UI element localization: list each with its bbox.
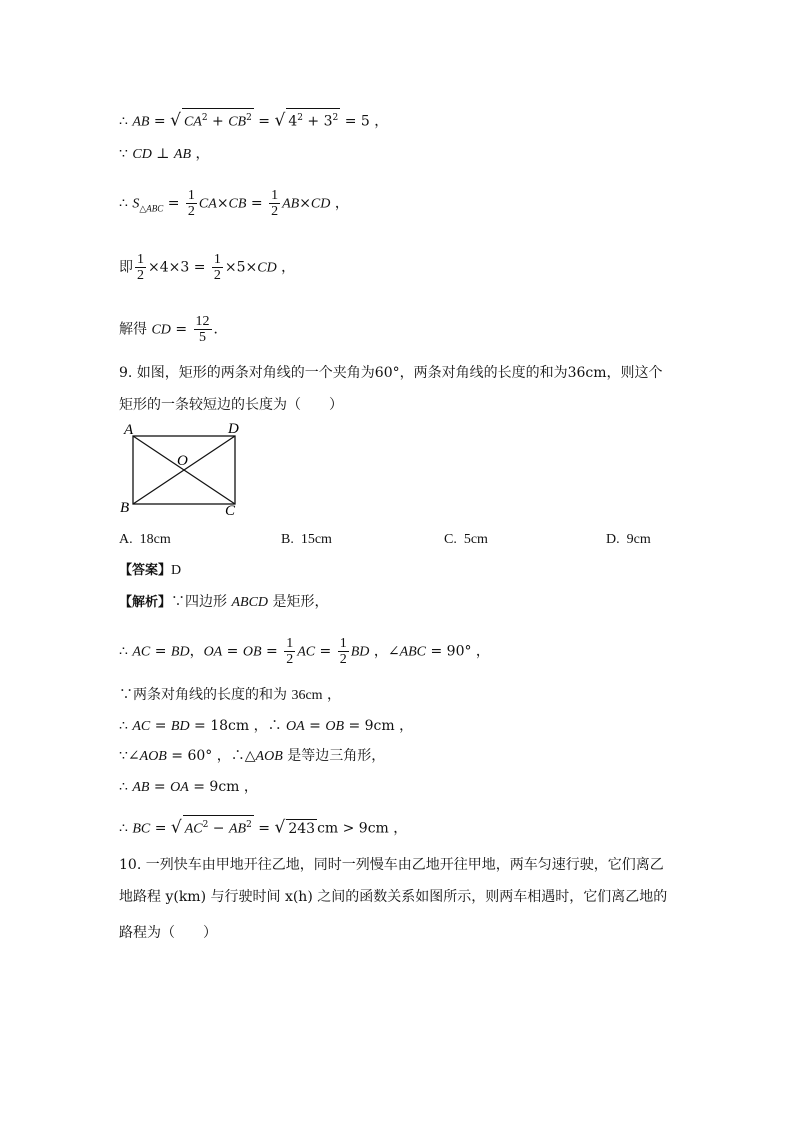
label-c: C <box>225 503 236 519</box>
solution-line-5: 解得 CD = $\frac{12}{5}$ ． <box>119 314 228 345</box>
q9-text-line-2: 矩形的一条较短边的长度为（ ） <box>119 397 343 413</box>
answer-line <box>119 560 181 581</box>
analysis-line-2: ∴ AC = BD，OA = OB = $\frac{1}{2}$ AC = $\frac{1}{2}$ BD ，∠ABC = 90° ， <box>119 636 490 667</box>
q9-text-line-1: 9. 如图，矩形的两条对角线的一个夹角为60°，两条对角线的长度的和为36cm，则这个 <box>119 365 663 381</box>
choice-b: B. 15cm <box>281 532 332 547</box>
label-o: O <box>177 453 188 469</box>
analysis-line-1: 【解析】∵四边形 ABCD 是矩形， <box>119 594 329 610</box>
analysis-line-7: ∴ BC = √ $AC^2 - AB^2$ = √ 243 cm > 9cm ， <box>119 815 407 840</box>
choice-d: D. 9cm <box>606 532 651 547</box>
answer-value: D <box>171 563 182 578</box>
choice-c: C. 5cm <box>444 532 488 547</box>
solution-line-2: ∵ CD ⊥ AB ， <box>119 146 210 162</box>
answer-label: 【答案】 <box>119 563 172 578</box>
q10-text-line-2: 地路程 y(km) 与行驶时间 x(h) 之间的函数关系如图所示，则两车相遇时，它们离乙地的 <box>119 889 668 905</box>
label-d: D <box>228 421 239 437</box>
label-b: B <box>120 500 130 516</box>
choice-a: A. 18cm <box>119 532 171 547</box>
analysis-line-6: ∴ AB = OA = 9cm ， <box>119 779 258 795</box>
rectangle-figure <box>115 418 250 520</box>
analysis-line-3: ∵两条对角线的长度的和为 36cm ， <box>119 687 342 703</box>
analysis-line-5: ∵∠AOB = 60° ，∴△AOB 是等边三角形， <box>119 748 386 764</box>
solution-line-3: ∴ $S_{\triangle ABC}$ = $\frac{1}{2}$ CA×CB = $\frac{1}{2}$ AB×CD ， <box>119 188 349 219</box>
solution-line-1: ∴ AB = √ $CA^2 + CB^2$ = √ $4^2 + 3^2 = 5$ ， <box>119 108 388 133</box>
q10-text-line-3: 路程为（ ） <box>119 925 217 941</box>
label-a: A <box>124 422 134 438</box>
analysis-label: 【解析】 <box>119 595 172 610</box>
analysis-line-4: ∴ AC = BD = 18cm ，∴ OA = OB = 9cm ， <box>119 718 414 734</box>
solution-line-4: 即 $\frac{1}{2}$ ×4×3 = $\frac{1}{2}$ ×5×CD ， <box>119 252 296 283</box>
q10-text-line-1: 10. 一列快车由甲地开往乙地，同时一列慢车由乙地开往甲地，两车匀速行驶，它们离乙 <box>119 857 664 873</box>
